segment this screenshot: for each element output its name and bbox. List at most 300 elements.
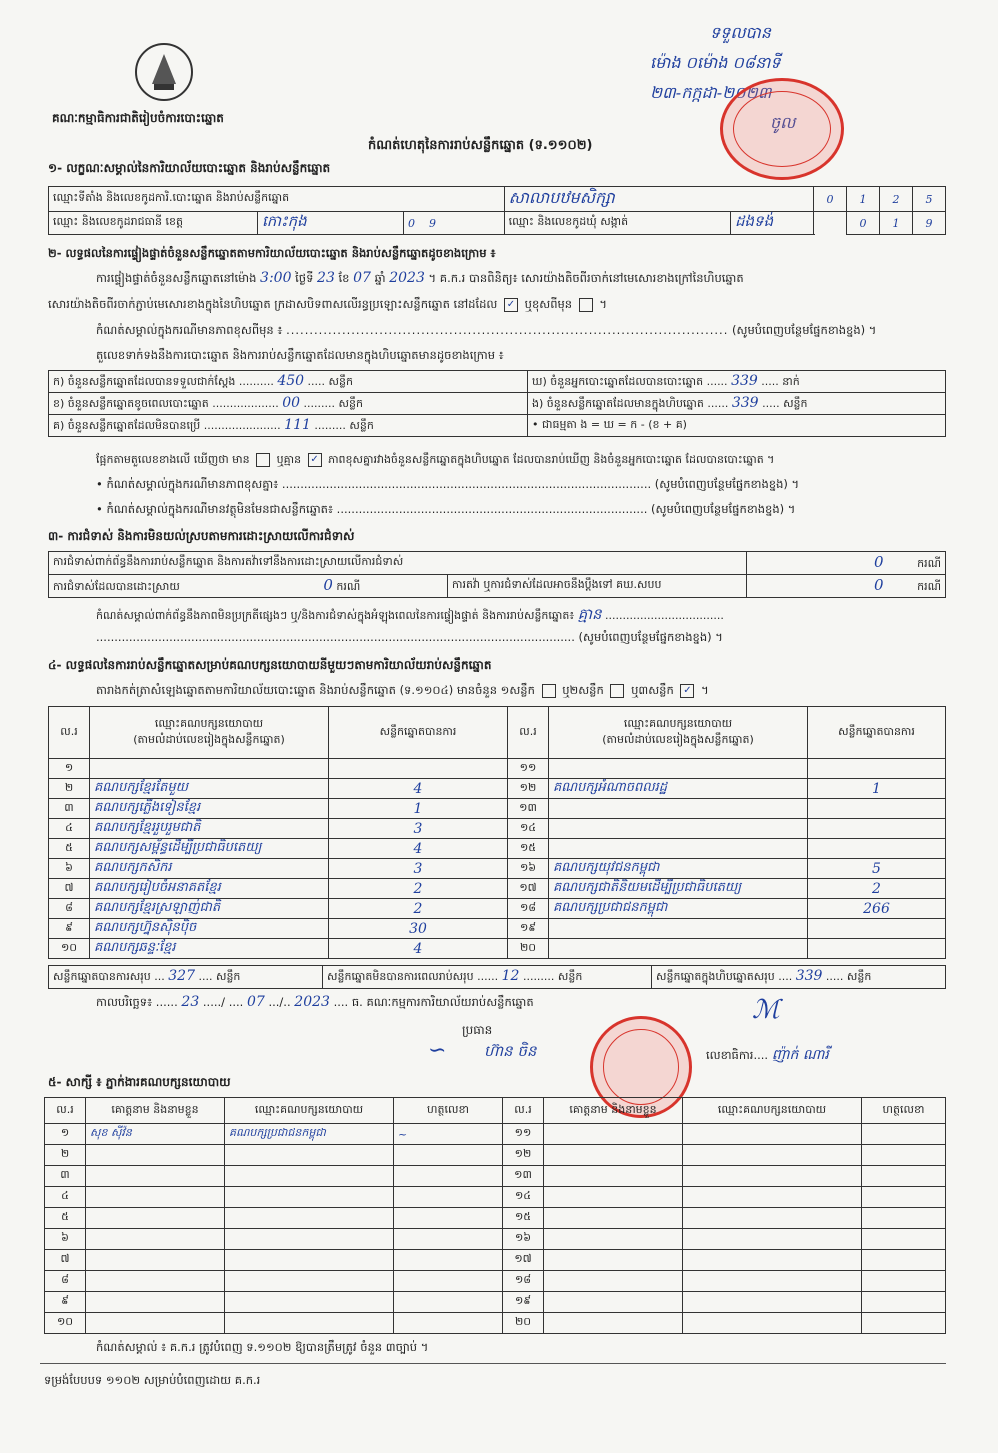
witness-party [225,1250,394,1271]
unit: នាក់ [782,374,800,388]
row-no: ៧ [49,879,90,899]
complaints-row1-label: ការជំទាស់ពាក់ព័ន្ធនឹងការរាប់សន្លឹកឆ្នោត និងការតវ៉ាទៅនឹងការដោះស្រាយលើការជំទាស់ [49,552,747,575]
province-code-digit: 0 [407,216,415,230]
col-party-sub: (តាមលំដាប់លេខរៀងក្នុងសន្លឹកឆ្នោត) [602,732,754,746]
party-results-table [48,706,946,959]
verify-text: ខែ [338,271,350,285]
party-name [549,819,808,839]
received-note-line: ម៉ោង ០ម៉ោង ០៨នាទី [650,53,781,72]
station-value: សាលាបឋមសិក្សា [504,187,813,212]
station-code-digit: 1 [847,187,880,212]
col-no: ល.រ [49,707,90,759]
figure-d-value: 339 [731,372,758,389]
formula: • ជាធម្មតា ង = ឃ = ក - (ខ + គ) [528,415,946,437]
unit: សន្លឹក [783,396,808,410]
object-note-tail: (សូមបំពេញបន្ថែមផ្នែកខាងខ្នង) ។ [651,502,796,516]
witness-party [683,1166,862,1187]
row-no: ១០ [49,939,90,959]
witness-name [86,1271,225,1292]
table-row [45,1166,946,1187]
row-no: ១ [49,759,90,779]
unit: សន្លឹក [338,396,363,410]
witness-sign: ~ [394,1124,503,1145]
witness-no: ១៣ [503,1166,544,1187]
received-note-line: ២៣-កក្កដា-២០២៣ [650,83,772,102]
w-col-name: គោត្តនាម និងនាមខ្លួន [86,1098,225,1124]
verify-day: 23 [317,270,335,286]
sign-org: ធ. គណៈកម្មការការិយាល័យរាប់សន្លឹកឆ្នោត [351,995,534,1009]
row-no: ១៩ [508,919,549,939]
table-row [45,1187,946,1208]
province-code [403,212,504,235]
figure-row-d: ឃ) ចំនួនអ្នកបោះឆ្នោតដែលបានបោះឆ្នោត ...... 339 ..... នាក់ [528,371,946,393]
total-valid-label: សន្លឹកឆ្នោតបានការសរុប [53,970,151,983]
resolved-value: 0 [323,576,333,594]
w-col-sign: ហត្ថលេខា [862,1098,946,1124]
witness-no: ៨ [45,1271,86,1292]
witness-sign [862,1250,946,1271]
difference-check [96,453,956,469]
total-invalid-label: សន្លឹកឆ្នោតមិនបានការពេលរាប់សរុប [327,970,474,983]
table-row [45,1271,946,1292]
witness-sign [394,1187,503,1208]
tally-intro-b: ឬ២សន្លឹក [562,683,604,697]
witness-no: ១២ [503,1145,544,1166]
irregularity-value: គ្មាន [577,605,602,623]
irregularity-tail: ................................................................................................................................... (សូមបំពេញបន្ថែមផ្នែកខាងខ្នង) ។ [96,630,723,644]
table-row [49,859,946,879]
witness-no: ៧ [45,1250,86,1271]
party-name: គណបក្សរៀបចំអនាគតខ្មែរ [90,879,329,899]
unit: សន្លឹក [328,374,353,388]
table-row [49,899,946,919]
figure-row-a: ក) ចំនួនសន្លឹកឆ្នោតដែលបានទទួលជាក់ស្តែង .......... 450 ..... សន្លឹក [49,371,528,393]
witness-name [544,1250,683,1271]
chair-label: ប្រធាន [462,1023,493,1037]
org-logo [132,40,196,104]
party-name [549,839,808,859]
party-name: គណបក្សហ្វ៊ុនស៊ិនប៉ិច [90,919,329,939]
row-no: ១៥ [508,839,549,859]
witness-sign [394,1313,503,1334]
figure-a-label: ក) ចំនួនសន្លឹកឆ្នោតដែលបានទទួលជាក់ស្តែង [53,374,236,388]
unit: សន្លឹក [349,418,374,432]
witness-sign [394,1271,503,1292]
commune-value: ដងទង់ [731,212,814,235]
party-name: គណបក្សឆន្ទៈខ្មែរ [90,939,329,959]
figure-a-value: 450 [277,372,305,389]
party-votes: 2 [329,879,508,899]
witness-no: ១០ [45,1313,86,1334]
section4-heading: ៤- លទ្ធផលនៃការរាប់សន្លឹកឆ្នោតសម្រាប់គណបក្សនយោបាយនីមួយៗតាមការិយាល័យរាប់សន្លឹកឆ្នោត [48,658,492,672]
party-votes: 3 [329,819,508,839]
party-votes: 1 [329,799,508,819]
diff-text: ផ្អែកតាមតួលេខខាងលើ ឃើញថា មាន [96,453,250,466]
table-row [45,1124,946,1145]
party-votes: 2 [808,879,946,899]
official-seal-top [720,78,844,180]
table-row [49,799,946,819]
witness-party [225,1313,394,1334]
date-label: កាលបរិច្ឆេទ៖ [96,995,153,1009]
witness-name [544,1271,683,1292]
row-no: ១៣ [508,799,549,819]
date-year: 2023 [294,994,330,1010]
party-name: គណបក្សអំណាចពលរដ្ឋ [549,779,808,799]
diff-note-tail: (សូមបំពេញបន្ថែមផ្នែកខាងខ្នង) ។ [654,477,800,491]
received-note-line: ទទួលបាន [710,23,771,42]
station-code-digit: 0 [814,187,847,212]
witness-no: ៣ [45,1166,86,1187]
station-info-table [48,186,946,235]
two-sheet-checkbox[interactable] [610,684,624,698]
witness-sign [394,1229,503,1250]
witness-sign [862,1229,946,1250]
witness-party [683,1229,862,1250]
col-no: ល.រ [508,707,549,759]
difference-note-tail: (សូមបំពេញបន្ថែមផ្នែកខាងខ្នង) ។ [732,323,877,337]
party-votes [808,799,946,819]
table-row [45,1250,946,1271]
verify-month: 07 [353,270,371,286]
station-code-digit: 2 [880,187,913,212]
table-row [49,779,946,799]
total-invalid-cell: សន្លឹកឆ្នោតមិនបានការពេលរាប់សរុប ...... 12 ......... សន្លឹក [323,966,652,989]
party-votes [808,839,946,859]
irregularity-tail-text: (សូមបំពេញបន្ថែមផ្នែកខាងខ្នង) ។ [578,630,723,644]
witness-sign [862,1145,946,1166]
org-name: គណៈកម្មាធិការជាតិរៀបចំការបោះឆ្នោត [52,111,224,125]
tally-intro: តារាងកត់ត្រាសំឡេងឆ្នោតតាមការិយាល័យបោះឆ្នោត និងរាប់សន្លឹកឆ្នោត (ទ.១១០៤) មានចំនួន ១សន្លឹក [96,683,535,697]
section3-heading: ៣- ការជំទាស់ និងការមិនយល់ស្របតាមការដោះស្រាយលើការជំទាស់ [48,529,355,543]
resolved-label: ការជំទាស់ដែលបានដោះស្រាយ [53,580,180,593]
verify-text: ការផ្ទៀងផ្ទាត់ចំនួនសន្លឹកឆ្នោតនៅម៉ោង [96,271,257,285]
witness-sign [394,1166,503,1187]
secretary-name: ញ៉ាក់ ណារី [771,1047,829,1063]
total-box: 339 [795,968,823,984]
party-name: គណបក្សភ្លើងទៀនខ្មែរ [90,799,329,819]
party-votes: 30 [329,919,508,939]
witness-sign [394,1145,503,1166]
witness-table [44,1097,946,1334]
table-row [45,1145,946,1166]
diff-text-b: ឬគ្មាន [276,453,302,466]
row-no: ១៧ [508,879,549,899]
resolved-cell [49,575,448,598]
witness-name [86,1292,225,1313]
witness-sign [862,1124,946,1145]
irregularity-label: កំណត់សម្គាល់ពាក់ព័ន្ធនឹងភាពមិនប្រក្រតីផ្សេងៗ ឬ/និងការជំទាស់ក្នុងអំឡុងពេលនៃការផ្ទៀងផ្ទាត់ និងការរាប់សន្លឹកឆ្នោត៖ [96,609,575,622]
party-name [549,939,808,959]
witness-name [544,1229,683,1250]
footer-rule [40,1363,946,1364]
secretary-line [706,1045,829,1066]
witness-no: ១៩ [503,1292,544,1313]
received-note-line: ចូល [770,113,796,132]
witness-name [86,1313,225,1334]
witness-no: ១១ [503,1124,544,1145]
seal-text-b: ឬខុសពីមុន [524,297,573,311]
figure-row-e: ង) ចំនួនសន្លឹកឆ្នោតដែលមានក្នុងហិបឆ្នោត ...... 339 ..... សន្លឹក [528,393,946,415]
w-col-sign: ហត្ថលេខា [394,1098,503,1124]
total-valid-cell: សន្លឹកឆ្នោតបានការសរុប ... 327 .... សន្លឹក [49,966,323,989]
party-name: គណបក្សសម្ព័ន្ធដើម្បីប្រជាធិបតេយ្យ [90,839,329,859]
same-checkbox[interactable]: ✓ [504,298,518,312]
witness-name [86,1187,225,1208]
table-row [49,759,946,779]
party-name: គណបក្សយុវជនកម្ពុជា [549,859,808,879]
table-row [45,1313,946,1334]
witness-no: ១៧ [503,1250,544,1271]
row-no: ៤ [49,819,90,839]
witness-name [544,1187,683,1208]
figure-row-b: ខ) ចំនួនសន្លឹកឆ្នោតខូចពេលបោះឆ្នោត ................... 00 ......... សន្លឹក [49,393,528,415]
witness-sign [394,1208,503,1229]
witness-no: ១ [45,1124,86,1145]
party-votes: 4 [329,779,508,799]
party-name [549,919,808,939]
row-no: ១១ [508,759,549,779]
figure-d-label: ឃ) ចំនួនអ្នកបោះឆ្នោតដែលបានបោះឆ្នោត [532,374,704,388]
unit: សន្លឹក [557,970,583,983]
commune-code-digit: 1 [880,212,913,235]
diff-note-label: • កំណត់សម្គាល់ក្នុងករណីមានភាពខុសគ្នា៖ [96,477,279,491]
party-votes [808,919,946,939]
difference-note-label: កំណត់សម្គាល់ក្នុងករណីមានភាពខុសពីមុន ៖ [96,323,283,337]
party-name: គណបក្សខ្មែរស្រឡាញ់ជាតិ [90,899,329,919]
witness-party: គណបក្សប្រជាជនកម្ពុជា [225,1124,394,1145]
date-day: 23 [181,994,200,1010]
witness-name [544,1313,683,1334]
figure-e-value: 339 [731,394,759,411]
witness-party [225,1166,394,1187]
figure-c-label: គ) ចំនួនសន្លឹកឆ្នោតដែលមិនបានប្រើ [53,418,201,432]
party-votes: 2 [329,899,508,919]
row-no: ៨ [49,899,90,919]
witness-name [86,1145,225,1166]
footer-text: ទម្រង់បែបបទ ១១០២ សម្រាប់បំពេញដោយ គ.ក.រ [44,1373,261,1387]
unit: ករណី [336,580,361,593]
figure-b-value: 00 [282,394,301,411]
figures-intro: តួលេខទាក់ទងនឹងការបោះឆ្នោត និងការរាប់សន្លឹកឆ្នោតដែលមានក្នុងហិបឆ្នោតមានដូចខាងក្រោម ៖ [96,348,504,362]
w-col-name: គោត្តនាម និងនាមខ្លួន [544,1098,683,1124]
witness-party [683,1187,862,1208]
row-no: ២០ [508,939,549,959]
ballot-figures-table [48,370,946,437]
col-party-sub: (តាមលំដាប់លេខរៀងក្នុងសន្លឹកឆ្នោត) [133,732,285,746]
party-votes [808,819,946,839]
col-party-title: ឈ្មោះគណបក្សនយោបាយ [623,716,733,730]
witness-name [86,1166,225,1187]
witness-no: ២ [45,1145,86,1166]
verify-text: ឆ្នាំ [374,271,386,285]
witness-name [544,1145,683,1166]
diff-note-line: • កំណត់សម្គាល់ក្នុងករណីមានភាពខុសគ្នា៖ ..................................................................................................... (សូមបំពេញបន្ថែមផ្នែកខាងខ្នង) ។ [96,477,800,491]
col-party-title: ឈ្មោះគណបក្សនយោបាយ [154,716,264,730]
party-name: គណបក្សកសិករ [90,859,329,879]
party-name: គណបក្សជាតិនិយមដើម្បីប្រជាធិបតេយ្យ [549,879,808,899]
chair-signature: ∽ [428,1038,447,1063]
chair-name: ហ៊ាន ចិន [484,1042,537,1060]
row-no: ១២ [508,779,549,799]
province-code-digit: 9 [428,216,436,230]
province-label: ឈ្មោះ និងលេខកូដរាជធានី ខេត្ត [49,212,258,235]
witness-sign [862,1271,946,1292]
station-label: ឈ្មោះទីតាំង និងលេខកូដការិ.បោះឆ្នោត និងរាប់សន្លឹកឆ្នោត [49,187,505,212]
witness-sign [394,1292,503,1313]
table-row [45,1292,946,1313]
commune-code-digit: 9 [913,212,946,235]
row-no: ១៦ [508,859,549,879]
row-no: ២ [49,779,90,799]
party-votes: 266 [808,899,946,919]
totals-row [48,965,946,989]
total-box-cell: សន្លឹកឆ្នោតក្នុងហិបឆ្នោតសរុប .... 339 ..... សន្លឹក [652,966,946,989]
w-col-no: ល.រ [45,1098,86,1124]
row-no: ៦ [49,859,90,879]
party-votes [808,939,946,959]
secretary-label: លេខាធិការ.... [706,1048,769,1062]
one-sheet-checkbox[interactable] [542,684,556,698]
witness-no: ៥ [45,1208,86,1229]
witness-name: សុខ ស៊ីវ៉ន [86,1124,225,1145]
figure-e-label: ង) ចំនួនសន្លឹកឆ្នោតដែលមានក្នុងហិបឆ្នោត [532,396,704,410]
party-votes [329,759,508,779]
col-party [90,707,329,759]
witness-name [86,1229,225,1250]
party-votes [808,759,946,779]
table-row [49,879,946,899]
section5-heading: ៥- សាក្សី ៖ ភ្នាក់ងារគណបក្សនយោបាយ [48,1075,231,1089]
three-sheet-checkbox[interactable]: ✓ [680,684,694,698]
party-name [90,759,329,779]
party-votes: 4 [329,939,508,959]
form-title: កំណត់ហេតុនៃការរាប់សន្លឹកឆ្នោត (ទ.១១០២) [368,138,593,153]
witness-no: ១៦ [503,1229,544,1250]
witness-party [683,1292,862,1313]
party-name [549,799,808,819]
witness-no: ១៥ [503,1208,544,1229]
verify-year: 2023 [389,270,425,286]
witness-party [225,1229,394,1250]
witness-name [86,1208,225,1229]
witness-note: កំណត់សម្គាល់ ៖ គ.ក.រ ត្រូវបំពេញ ទ.១១០២ ឱ្យបានត្រឹមត្រូវ ចំនួន ៣ច្បាប់ ។ [96,1340,429,1354]
witness-sign [862,1292,946,1313]
commune-code-digit: 0 [847,212,880,235]
complaints-row1-value-cell [747,552,946,575]
diff-text-c: ភាពខុសគ្នារវាងចំនួនសន្លឹកឆ្នោតក្នុងហិបឆ្នោត ដែលបានរាប់ឃើញ និងចំនួនអ្នកបោះឆ្នោត ដែលបានបោះឆ្នោត ។ [328,453,775,466]
witness-no: ៦ [45,1229,86,1250]
appeal-label: ការតវ៉ា ឬការជំទាស់ដែលអាចនឹងប្តឹងទៅ គឃ.សបប [448,575,747,598]
witness-no: ១៨ [503,1271,544,1292]
spacer [814,212,847,235]
commune-label: ឈ្មោះ និងលេខកូដឃុំ សង្កាត់ [504,212,730,235]
witness-name [86,1250,225,1271]
section1-heading: ១- លក្ខណៈសម្គាល់នៃការិយាល័យបោះឆ្នោត និងរាប់សន្លឹកឆ្នោត [48,161,331,175]
party-votes: 1 [808,779,946,799]
witness-sign [862,1313,946,1334]
row-no: ១៨ [508,899,549,919]
col-votes: សន្លឹកឆ្នោតបានការ [329,707,508,759]
section2-heading: ២- លទ្ធផលនៃការផ្ទៀងផ្ទាត់ចំនួនសន្លឹកឆ្នោតតាមការិយាល័យបោះឆ្នោត និងរាប់សន្លឹកឆ្នោតដូចខាងក្រោម ៖ [48,246,496,260]
verification-paragraph [96,270,946,288]
party-votes: 3 [329,859,508,879]
table-row [49,819,946,839]
has-difference-checkbox[interactable] [256,453,270,467]
witness-sign [394,1250,503,1271]
witness-no: ២០ [503,1313,544,1334]
witness-sign [862,1208,946,1229]
witness-sign [862,1187,946,1208]
witness-no: ៤ [45,1187,86,1208]
date-month: 07 [246,994,265,1010]
party-name: គណបក្សខ្មែររួបរួមជាតិ [90,819,329,839]
irregularity-note: កំណត់សម្គាល់ពាក់ព័ន្ធនឹងភាពមិនប្រក្រតីផ្សេងៗ ឬ/និងការជំទាស់ក្នុងអំឡុងពេលនៃការផ្ទៀងផ្ទាត់ និងការរាប់សន្លឹកឆ្នោត៖ គ្មាន .................................. [96,605,724,623]
station-code-digit: 5 [913,187,946,212]
witness-name [544,1292,683,1313]
party-name: គណបក្សខ្មែរតែមួយ [90,779,329,799]
witness-name [544,1208,683,1229]
table-row [45,1229,946,1250]
witness-party [683,1271,862,1292]
row-no: ៥ [49,839,90,859]
witness-party [225,1145,394,1166]
no-difference-checkbox[interactable]: ✓ [308,453,322,467]
difference-note: កំណត់សម្គាល់ក្នុងករណីមានភាពខុសពីមុន ៖ ............................................................................................... (សូមបំពេញបន្ថែមផ្នែកខាងខ្នង) ។ [96,323,877,337]
witness-party [683,1313,862,1334]
witness-party [683,1250,862,1271]
row-no: ៣ [49,799,90,819]
table-row [49,939,946,959]
unit: សន្លឹក [215,970,241,983]
party-name [549,759,808,779]
row-no: ១៤ [508,819,549,839]
different-checkbox[interactable] [579,298,593,312]
object-note-line: • កំណត់សម្គាល់ក្នុងករណីមានវត្ថុមិនមែនជាសន្លឹកឆ្នោត៖ ..................................................................................... (សូមបំពេញបន្ថែមផ្នែកខាងខ្នង) ។ [96,502,796,516]
witness-party [683,1145,862,1166]
figure-row-c: គ) ចំនួនសន្លឹកឆ្នោតដែលមិនបានប្រើ ...................... 111 ......... សន្លឹក [49,415,528,437]
witness-name [544,1166,683,1187]
verify-text: ។ គ.ក.រ បានពិនិត្យ៖ សោរយ៉ាងតិចពីរចាក់នៅមេសោរខាងក្រៅនៃហិបឆ្នោត [428,271,744,285]
tally-intro-c: ឬ៣សន្លឹក [631,683,674,697]
w-col-no: ល.រ [503,1098,544,1124]
complaints-row1-value: 0 [874,553,884,571]
seal-paragraph: សោរយ៉ាងតិចពីរចាក់ភ្ជាប់មេសោរខាងក្នុងនៃហិបឆ្នោត ក្រដាសបិទពាសលើរន្ធប្រឡោះសន្លឹកឆ្នោត នៅដដែល ✓ ឬខុសពីមុន ។ [48,297,608,311]
province-value: កោះកុង [258,212,404,235]
witness-party [225,1292,394,1313]
complaints-table [48,551,946,598]
party-votes: 5 [808,859,946,879]
total-invalid: 12 [501,968,520,984]
col-party [549,707,808,759]
table-row [49,839,946,859]
total-box-label: សន្លឹកឆ្នោតក្នុងហិបឆ្នោតសរុប [656,970,775,983]
witness-sign [862,1166,946,1187]
party-votes: 4 [329,839,508,859]
date-line: កាលបរិច្ឆេទ៖ ...... 23 ...../ .... 07 .../.. 2023 .... ធ. គណៈកម្មការការិយាល័យរាប់សន្លឹកឆ្នោត [96,994,534,1010]
witness-party [225,1208,394,1229]
sign-scribble-right: ℳ [752,995,780,1025]
witness-party [683,1124,862,1145]
witness-party [225,1187,394,1208]
verify-time: 3:00 [260,270,292,286]
party-name: គណបក្សប្រជាជនកម្ពុជា [549,899,808,919]
verify-text: ថ្ងៃទី [295,271,314,285]
appeal-value: 0 [874,576,884,594]
w-col-party: ឈ្មោះគណបក្សនយោបាយ [683,1098,862,1124]
figure-b-label: ខ) ចំនួនសន្លឹកឆ្នោតខូចពេលបោះឆ្នោត [53,396,209,410]
row-no: ៩ [49,919,90,939]
